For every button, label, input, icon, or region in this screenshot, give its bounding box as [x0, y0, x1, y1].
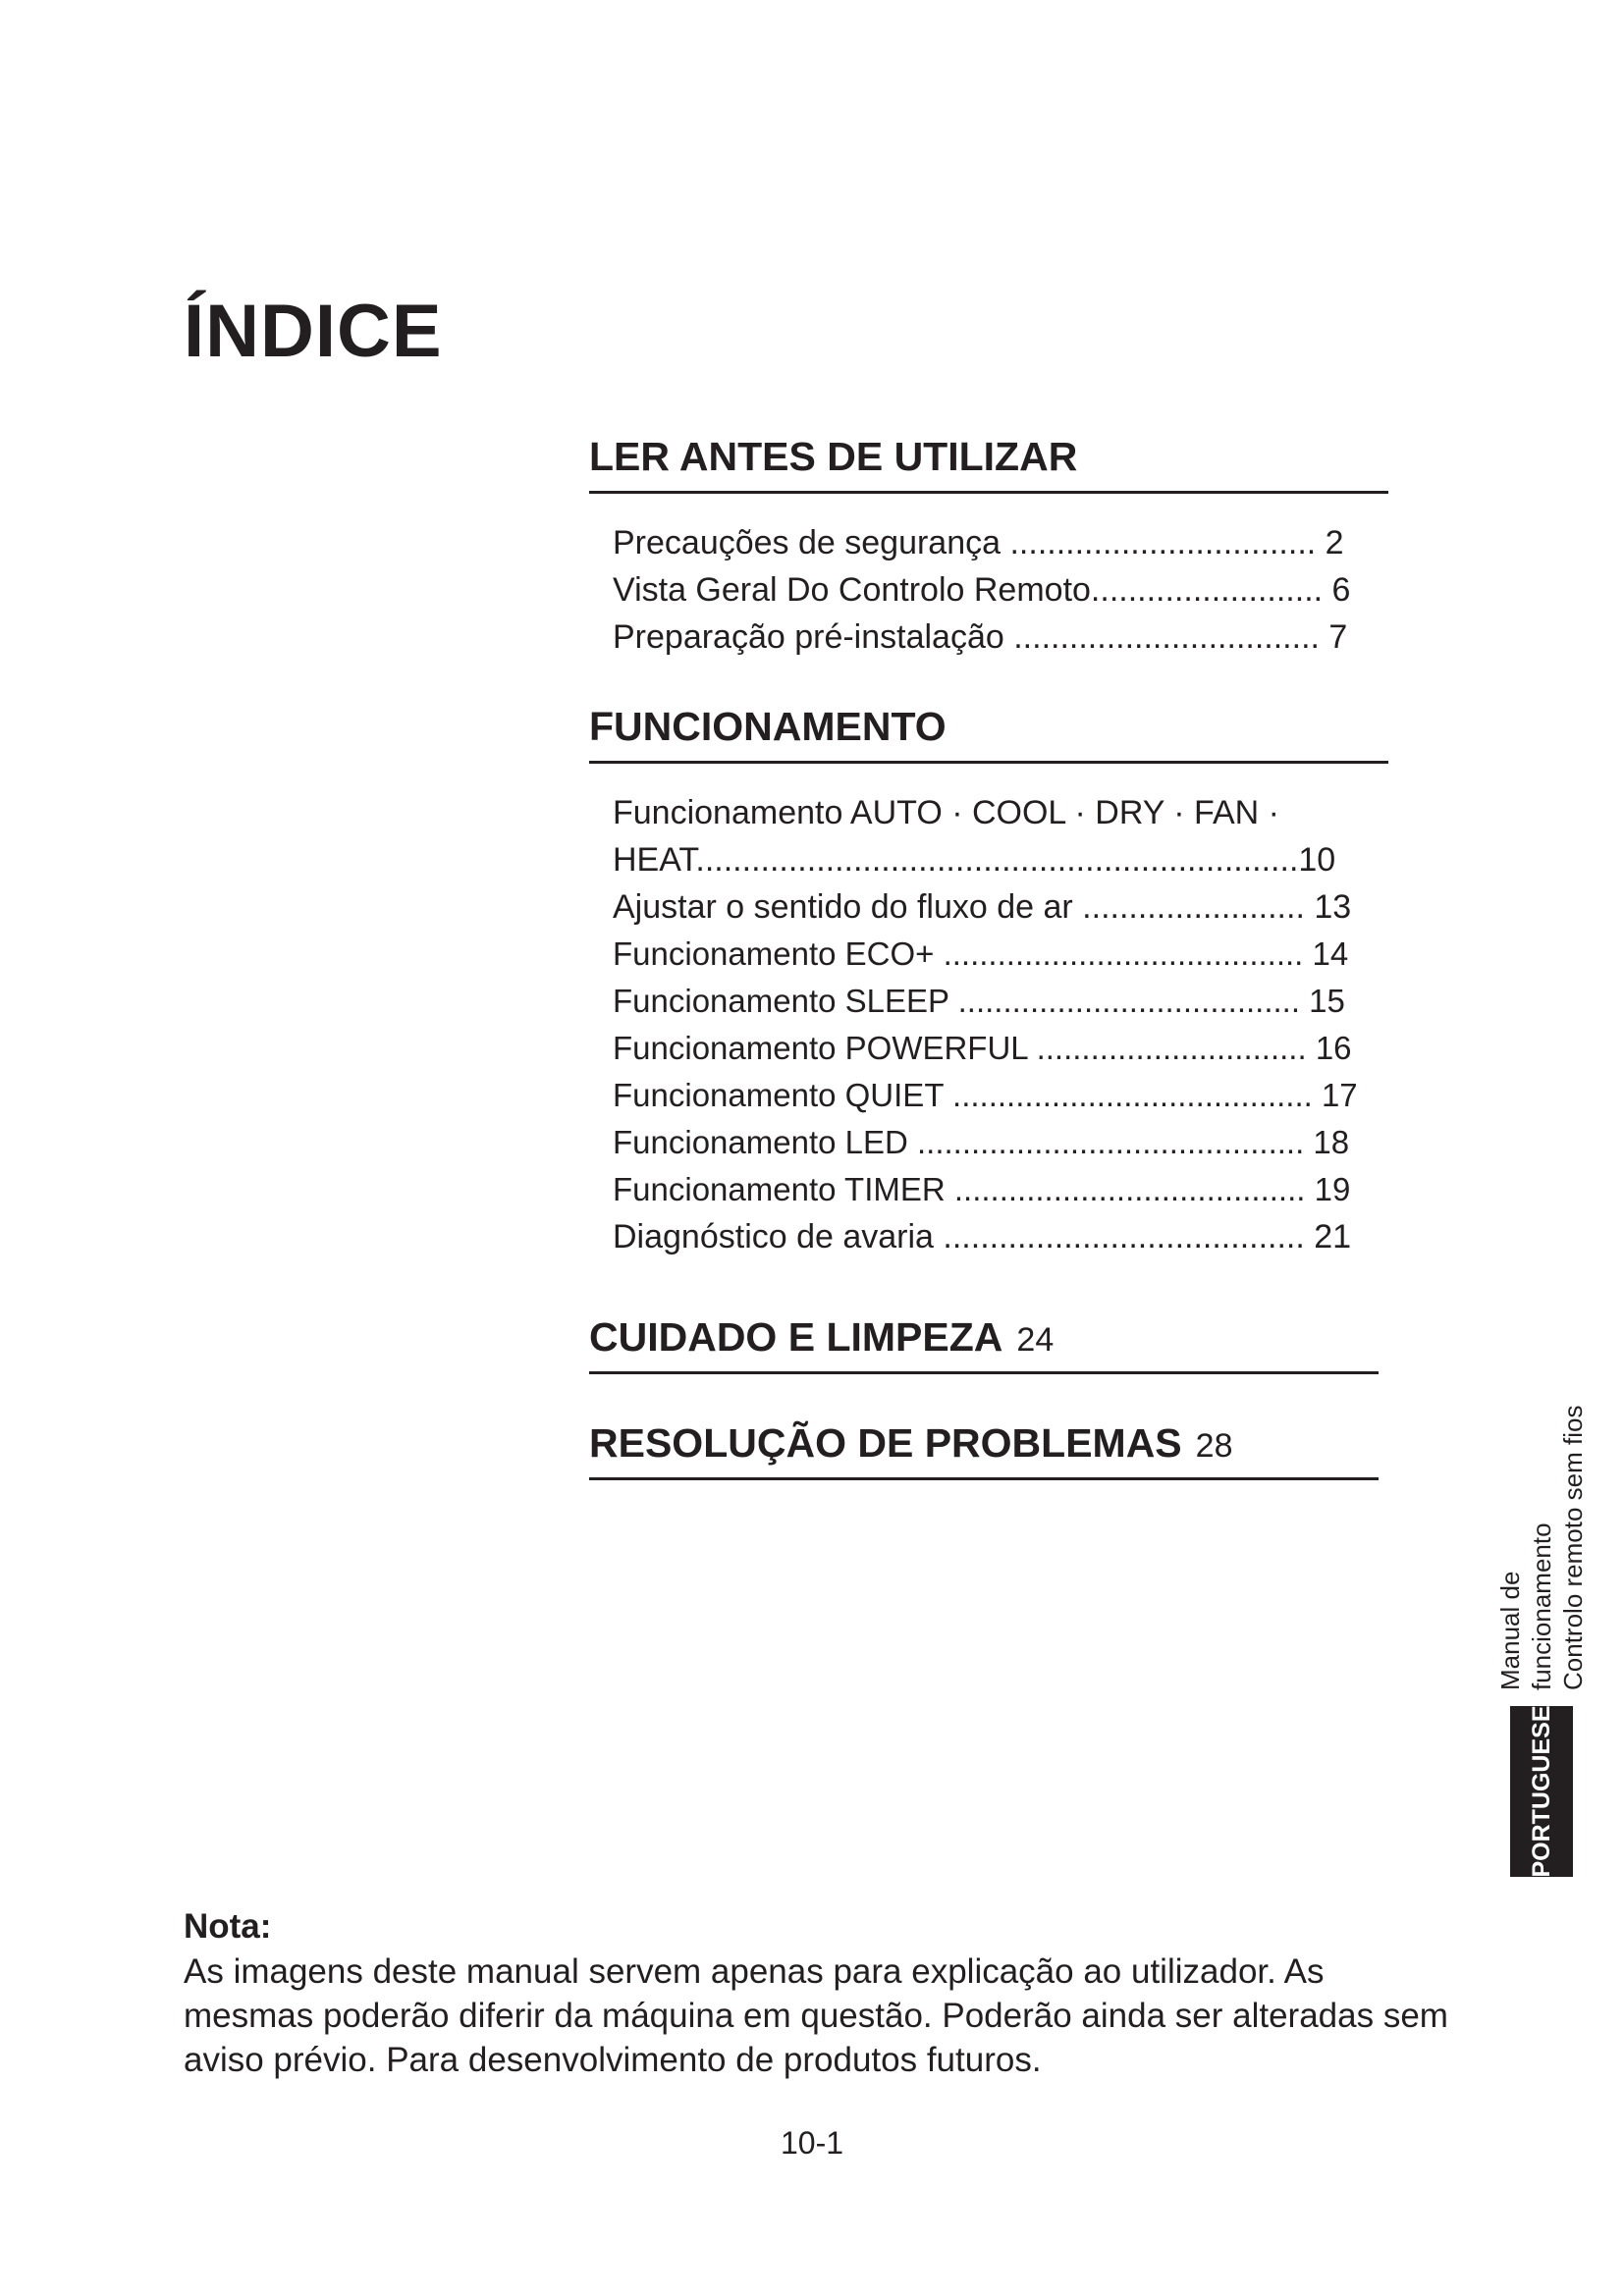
note-title: Nota:	[184, 1907, 272, 1946]
section-cuidado-limpeza	[589, 1314, 1379, 1374]
toc-entry: Funcionamento QUIET ........................................ 17	[613, 1077, 1358, 1113]
toc-entry: Funcionamento SLEEP ...................................... 15	[613, 983, 1345, 1019]
note-body: As imagens deste manual servem apenas para explicação ao utilizador. As mesmas poderão diferir da máquina em questão. Poderão ainda ser alteradas sem aviso prévio. Para desenvolvimento de produtos futuros.	[184, 1952, 1448, 2079]
section-heading-text: CUIDADO E LIMPEZA	[589, 1314, 1003, 1360]
toc-entry: Vista Geral Do Controlo Remoto......................... 6	[613, 571, 1351, 609]
section-ler-antes	[589, 434, 1388, 661]
section-page-number: 28	[1195, 1427, 1233, 1465]
section-funcionamento	[589, 704, 1388, 1260]
toc-entries	[613, 519, 1388, 661]
section-heading	[589, 1420, 1379, 1480]
section-heading: LER ANTES DE UTILIZAR	[589, 437, 1388, 494]
toc-entry: Precauções de segurança ................................. 2	[613, 524, 1344, 561]
section-page-number: 24	[1016, 1321, 1055, 1359]
sidebar-line-1: Manual de funcionamento	[1495, 1522, 1556, 1690]
toc-entry: Funcionamento LED ........................................... 18	[613, 1124, 1350, 1160]
note-block	[184, 1904, 1460, 2082]
sidebar-line-2: Controlo remoto sem fios	[1558, 1405, 1588, 1690]
toc-entry: Funcionamento AUTO · COOL · DRY · FAN ·	[613, 794, 1279, 831]
language-label: PORTUGUESE	[1527, 1705, 1555, 1878]
page-title: ÍNDICE	[184, 290, 443, 373]
toc-entries	[613, 789, 1388, 1260]
language-tab	[1510, 1706, 1573, 1877]
section-resolucao-problemas	[589, 1420, 1379, 1480]
page-number: 10-1	[780, 2125, 844, 2161]
section-heading: FUNCIONAMENTO	[589, 707, 1388, 764]
toc-entry: HEAT.................................................................10	[613, 841, 1336, 879]
toc-entry: Ajustar o sentido do fluxo de ar ........................ 13	[613, 888, 1352, 926]
toc-entry: Preparação pré-instalação ................................. 7	[613, 618, 1348, 656]
toc-entry: Funcionamento POWERFUL .............................. 16	[613, 1030, 1352, 1066]
sidebar-manual-title	[1494, 1404, 1588, 1690]
toc-entry: Funcionamento ECO+ ........................................ 14	[613, 935, 1349, 972]
section-heading	[589, 1314, 1379, 1374]
toc-entry: Funcionamento TIMER ....................................... 19	[613, 1171, 1351, 1207]
section-heading-text: RESOLUÇÃO DE PROBLEMAS	[589, 1420, 1182, 1466]
toc-entry: Diagnóstico de avaria ....................................... 21	[613, 1218, 1352, 1255]
